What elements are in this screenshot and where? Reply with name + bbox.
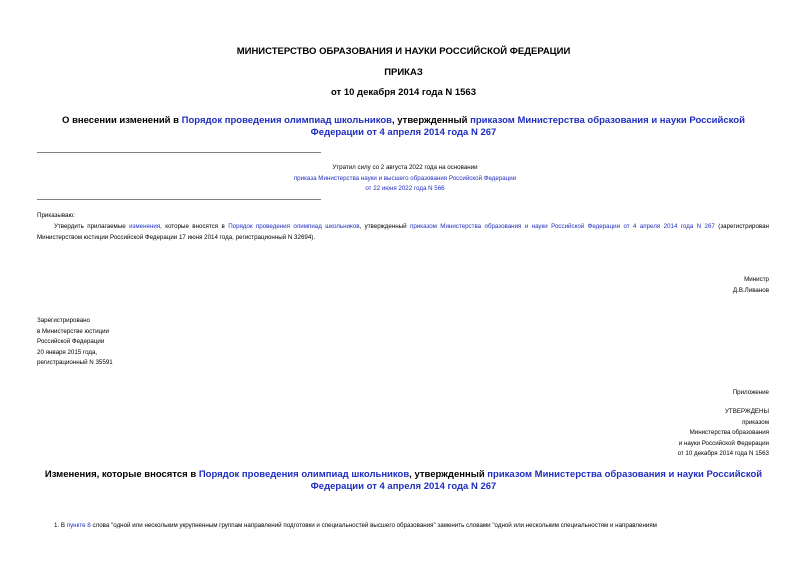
changes-title (40, 469, 767, 493)
title-link-procedure[interactable]: Порядок проведения олимпиад школьников (181, 115, 392, 126)
p1-text-c: , утвержденный (359, 223, 410, 230)
notice-link-date[interactable]: от 22 июня 2022 года N 566 (365, 185, 445, 192)
prikazyvayu-label: Приказываю: (37, 212, 75, 219)
changes-title-link-procedure[interactable]: Порядок проведения олимпиад школьников (198, 469, 410, 480)
top-rule (37, 152, 321, 153)
order-paragraph (37, 222, 769, 243)
item-1-text-b: слова "одной или нескольким укрупненным группам направлений подготовки и специальностей высшего образования" заменить словами "одной или нескольким специальностям и направлениям (90, 522, 657, 529)
signature-position: Министр (744, 276, 769, 283)
registration-line-4: 20 января 2015 года, (37, 348, 98, 356)
p1-text-a: Утвердить прилагаемые (54, 223, 130, 230)
p1-link-procedure[interactable]: Порядок проведения олимпиад школьников (228, 223, 360, 230)
approval-line-3: и науки Российской Федерации (678, 439, 769, 447)
registration-line-1: Зарегистрировано (37, 317, 90, 324)
title-text: О внесении изменений в (62, 115, 182, 126)
notice-line-1: Утратил силу со 2 августа 2022 года на основании (332, 164, 478, 171)
p1-text-d: (зарегистрирован Министерством юстиции Российской Федерации 17 июня 2014 года, регистрационный N 32694). (37, 223, 769, 241)
p1-link-changes[interactable]: изменения (129, 223, 161, 230)
signature-name: Д.В.Ливанов (732, 286, 769, 294)
registration-line-2: в Министерстве юстиции (37, 327, 110, 335)
p1-text-b: , которые вносятся в (160, 223, 229, 230)
approved-word: УТВЕРЖДЕНЫ (725, 408, 769, 415)
item-1 (37, 521, 769, 532)
lost-force-notice (260, 163, 550, 195)
item-1-link-point-8[interactable]: пункте 8 (66, 522, 91, 529)
doc-type-heading: ПРИКАЗ (384, 67, 423, 78)
changes-title-text-2: , утвержденный (409, 469, 488, 480)
approval-line-1: приказом (742, 418, 769, 426)
document-title (45, 115, 762, 139)
date-heading: от 10 декабря 2014 года N 1563 (330, 87, 476, 98)
appendix-label: Приложение (732, 389, 769, 396)
changes-title-text: Изменения, которые вносятся в (44, 469, 199, 480)
notice-link-order[interactable]: приказа Министерства науки и высшего образования Российской Федерации (293, 174, 517, 182)
bottom-rule (37, 199, 321, 200)
item-1-text-a: 1. В (54, 522, 67, 529)
title-link-order[interactable]: приказом Министерства образования и науки Российской Федерации от 4 апреля 2014 года N 267 (310, 115, 745, 138)
approval-line-2: Министерства образования (689, 429, 769, 436)
ministry-heading: МИНИСТЕРСТВО ОБРАЗОВАНИЯ И НАУКИ РОССИЙСКОЙ ФЕДЕРАЦИИ (236, 46, 571, 57)
registration-line-3: Российской Федерации (37, 338, 105, 345)
approval-block (560, 407, 769, 460)
title-text-2: , утвержденный (391, 115, 471, 126)
approval-line-4: от 10 декабря 2014 года N 1563 (677, 450, 769, 457)
registration-line-5: регистрационный N 35591 (37, 359, 113, 366)
signature-block (560, 275, 769, 296)
changes-title-link-order[interactable]: приказом Министерства образования и науки Российской Федерации от 4 апреля 2014 года N 267 (310, 469, 763, 492)
registration-block (37, 316, 237, 369)
p1-link-order[interactable]: приказом Министерства образования и науки Российской Федерации от 4 апреля 2014 года N 267 (409, 223, 715, 230)
